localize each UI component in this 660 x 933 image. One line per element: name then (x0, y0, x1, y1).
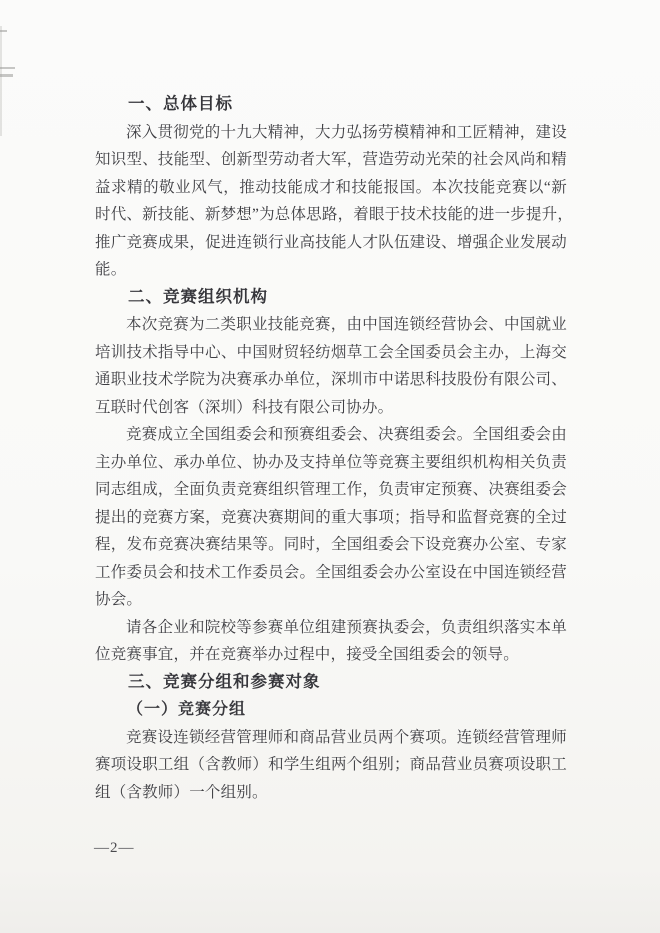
subsection-heading: （一）竞赛分组 (127, 701, 247, 718)
paragraph-line: 协会。 (95, 591, 143, 608)
page-number: —2— (94, 840, 135, 856)
paragraph-line: 工作委员会和技术工作委员会。全国组委会办公室设在中国连锁经营 (95, 563, 567, 581)
section-heading: 一、总体目标 (128, 95, 233, 113)
paragraph-line: 程，发布竞赛决赛结果等。同时，全国组委会下设竞赛办公室、专家 (95, 536, 567, 553)
section-heading: 三、竞赛分组和参赛对象 (128, 672, 321, 691)
scan-artifact (0, 26, 2, 136)
paragraph-line: 组（含教师）一个组别。 (95, 783, 268, 801)
paragraph-line: 深入贯彻党的十九大精神，大力弘扬劳模精神和工匠精神，建设 (126, 123, 567, 141)
paragraph-line: 时代、新技能、新梦想”为总体思路，着眼于技术技能的进一步提升， (95, 206, 574, 223)
paragraph-line: 通职业技术学院为决赛承办单位，深圳市中诺思科技股份有限公司、 (95, 371, 567, 388)
paragraph-line: 益求精的敬业风气，推动技能成才和技能报国。本次技能竞赛以“新 (95, 178, 567, 196)
section-heading: 二、竞赛组织机构 (128, 287, 268, 306)
paragraph-line: 同志组成，全面负责竞赛组织管理工作，负责审定预赛、决赛组委会 (95, 481, 567, 498)
paragraph-line: 本次竞赛为二类职业技能竞赛，由中国连锁经营协会、中国就业 (126, 316, 567, 333)
paragraph-line: 竞赛设连锁经营管理师和商品营业员两个赛项。连锁经营管理师 (126, 728, 567, 746)
paragraph-line: 请各企业和院校等参赛单位组建预赛执委会，负责组织落实本单 (126, 618, 567, 636)
paragraph-line: 知识型、技能型、创新型劳动者大军，营造劳动光荣的社会风尚和精 (95, 151, 567, 168)
paragraph-line: 位竞赛事宜，并在竞赛举办过程中，接受全国组委会的领导。 (95, 646, 519, 663)
paragraph-line: 培训技术指导中心、中国财贸轻纺烟草工会全国委员会主办，上海交 (95, 343, 567, 361)
paragraph-line: 赛项设职工组（含教师）和学生组两个组别；商品营业员赛项设职工 (95, 756, 567, 773)
document-body (95, 91, 574, 806)
paragraph-line: 主办单位、承办单位、协办及支持单位等竞赛主要组织机构相关负责 (95, 453, 567, 471)
paragraph-line: 互联时代创客（深圳）科技有限公司协办。 (95, 398, 394, 416)
paragraph-line: 竞赛成立全国组委会和预赛组委会、决赛组委会。全国组委会由 (126, 426, 567, 443)
paragraph-line: 推广竞赛成果，促进连锁行业高技能人才队伍建设、增强企业发展动 (95, 233, 567, 251)
scan-artifact (0, 67, 15, 69)
paragraph-line: 提出的竞赛方案，竞赛决赛期间的重大事项；指导和监督竞赛的全过 (95, 508, 567, 526)
paragraph-line: 能。 (95, 261, 127, 278)
